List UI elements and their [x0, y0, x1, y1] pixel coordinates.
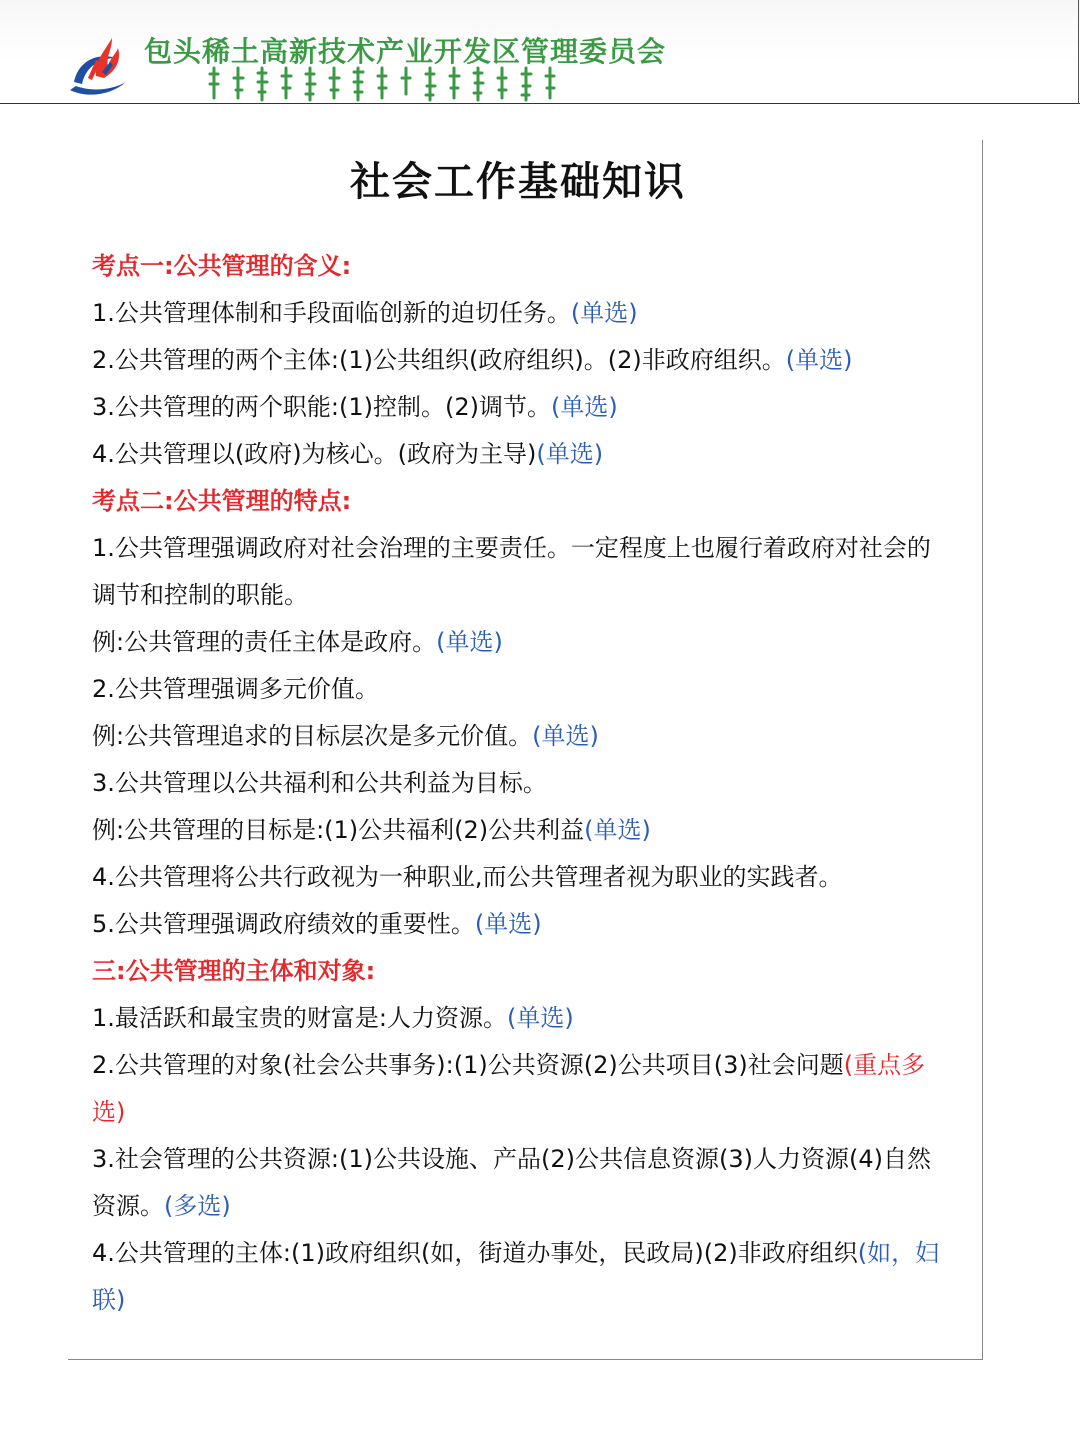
- item-text: 1.最活跃和最宝贵的财富是:人力资源。: [92, 1004, 507, 1032]
- key-point-tag: (重点多选): [92, 1051, 926, 1126]
- question-type-tag: (多选): [164, 1192, 231, 1220]
- item-text: 4.公共管理将公共行政视为一种职业,而公共管理者视为职业的实践者。: [92, 863, 843, 891]
- item-text: 5.公共管理强调政府绩效的重要性。: [92, 910, 475, 938]
- item-text: 例:公共管理追求的目标层次是多元价值。: [92, 722, 533, 750]
- question-type-tag: (单选): [550, 393, 618, 421]
- hi-tech-zone-logo-icon: [66, 32, 132, 100]
- s2-item-2: [92, 666, 952, 713]
- item-text: 2.公共管理强调多元价值。: [92, 675, 379, 703]
- item-text: 3.社会管理的公共资源:(1)公共设施、产品(2)公共信息资源(3)人力资源(4)自然资源。: [92, 1145, 931, 1220]
- question-type-tag: (单选): [584, 816, 651, 844]
- s2-example-3: [92, 807, 952, 854]
- s2-item-5: [92, 901, 952, 948]
- question-type-tag: (单选): [536, 440, 604, 468]
- item-text: 例:公共管理的责任主体是政府。: [92, 628, 437, 656]
- question-type-tag: (单选): [436, 628, 503, 656]
- s3-item-3: [92, 1136, 952, 1230]
- example-tag: (如，妇联): [92, 1239, 940, 1314]
- header-divider: [0, 103, 1080, 104]
- s3-item-4: [92, 1230, 952, 1324]
- item-text: 3.公共管理以公共福利和公共利益为目标。: [92, 769, 547, 797]
- document-title: 社会工作基础知识: [350, 159, 686, 205]
- item-text: 2.公共管理的对象(社会公共事务):(1)公共资源(2)公共项目(3)社会问题: [92, 1051, 844, 1079]
- item-text: 3.公共管理的两个职能:(1)控制。(2)调节。: [92, 393, 551, 421]
- item-text: 例:公共管理的目标是:(1)公共福利(2)公共利益: [92, 816, 585, 844]
- item-text: 4.公共管理以(政府)为核心。(政府为主导): [92, 440, 537, 468]
- item-text: 1.公共管理强调政府对社会治理的主要责任。一定程度上也履行着政府对社会的调节和控制的职能。: [92, 534, 931, 609]
- s1-item-4: [92, 431, 952, 478]
- item-text: 1.公共管理体制和手段面临创新的迫切任务。: [92, 299, 571, 327]
- s2-item-1: [92, 525, 952, 619]
- s1-item-2: [92, 337, 952, 384]
- question-type-tag: (单选): [506, 1004, 574, 1032]
- site-header: [0, 0, 1080, 104]
- question-type-tag: (单选): [785, 346, 853, 374]
- section-2-heading: 考点二:公共管理的特点:: [92, 487, 352, 515]
- s1-item-3: [92, 384, 952, 431]
- s2-example-2: [92, 713, 952, 760]
- s3-item-1: [92, 995, 952, 1042]
- document-body: [92, 243, 952, 1324]
- mongolian-script-icon: [204, 64, 584, 104]
- item-text: 4.公共管理的主体:(1)政府组织(如，街道办事处，民政局)(2)非政府组织: [92, 1239, 858, 1267]
- s2-item-3: [92, 760, 952, 807]
- s2-example-1: [92, 619, 952, 666]
- question-type-tag: (单选): [474, 910, 542, 938]
- org-name: 包头稀土高新技术产业开发区管理委员会: [144, 35, 667, 68]
- s2-item-4: [92, 854, 952, 901]
- s1-item-1: [92, 290, 952, 337]
- page-border-right: [982, 140, 983, 1360]
- s3-item-2: [92, 1042, 952, 1136]
- section-3-heading: 三:公共管理的主体和对象:: [92, 957, 376, 985]
- header-edge: [1078, 0, 1079, 104]
- question-type-tag: (单选): [570, 299, 638, 327]
- question-type-tag: (单选): [532, 722, 599, 750]
- item-text: 2.公共管理的两个主体:(1)公共组织(政府组织)。(2)非政府组织。: [92, 346, 786, 374]
- section-1-heading: 考点一:公共管理的含义:: [92, 252, 352, 280]
- page-border-bottom: [68, 1359, 983, 1360]
